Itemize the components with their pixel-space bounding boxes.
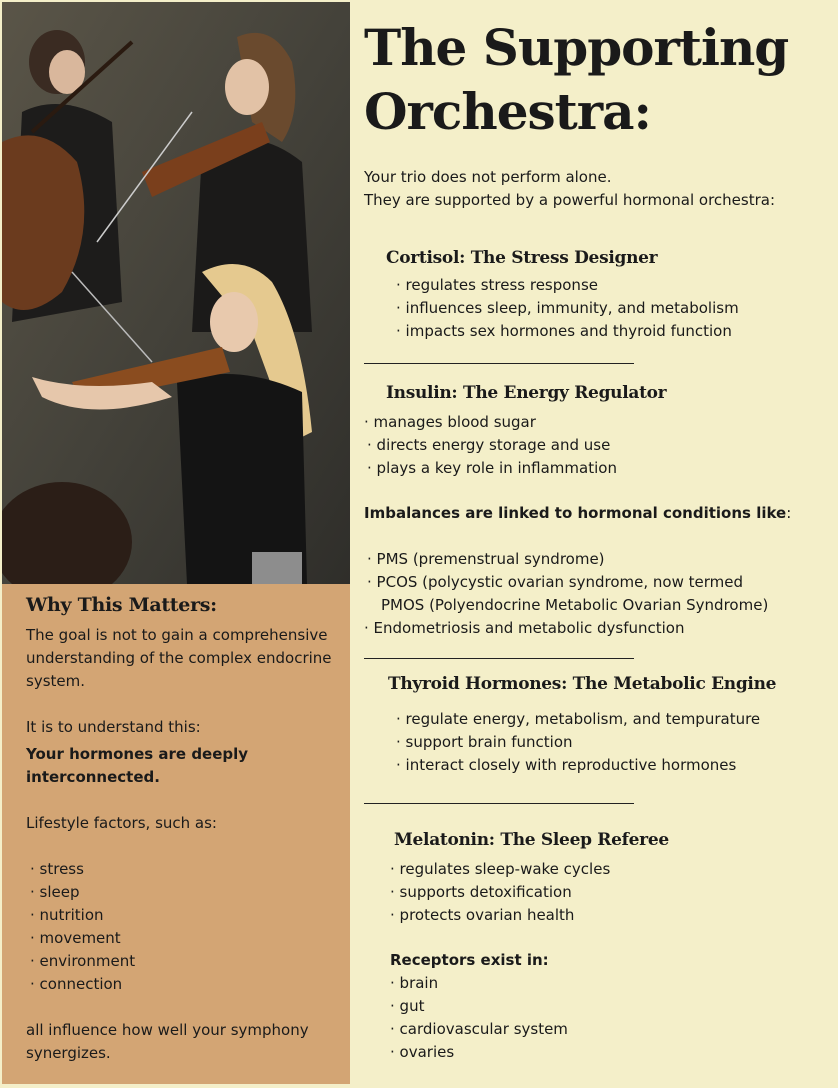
imbalance-label: Imbalances are linked to hormonal conditions like bbox=[364, 504, 787, 522]
intro-line: Your trio does not perform alone. bbox=[364, 168, 612, 186]
thyroid-heading: Thyroid Hormones: The Metabolic Engine bbox=[388, 674, 777, 694]
list-item: · directs energy storage and use bbox=[364, 434, 791, 457]
insulin-section bbox=[364, 383, 791, 640]
list-item: · PCOS (polycystic ovarian syndrome, now termed bbox=[364, 571, 791, 594]
list-item: · manages blood sugar bbox=[364, 411, 791, 434]
list-item: · regulates stress response bbox=[396, 274, 739, 297]
sidebar-factors-label: Lifestyle factors, such as: bbox=[26, 814, 217, 832]
list-item: · brain bbox=[390, 972, 669, 995]
sidebar-key-point: Your hormones are deeply interconnected. bbox=[26, 745, 249, 786]
list-item: · connection bbox=[30, 973, 340, 996]
list-item: · environment bbox=[30, 950, 340, 973]
melatonin-heading: Melatonin: The Sleep Referee bbox=[394, 830, 669, 850]
melatonin-list bbox=[390, 858, 669, 927]
list-item: · stress bbox=[30, 858, 340, 881]
lifestyle-factors-list bbox=[26, 858, 340, 996]
list-item: · supports detoxification bbox=[390, 881, 669, 904]
list-item: · plays a key role in inflammation bbox=[364, 457, 791, 480]
list-item: · impacts sex hormones and thyroid function bbox=[396, 320, 739, 343]
intro-text bbox=[364, 166, 775, 212]
cortisol-section bbox=[386, 248, 739, 343]
insulin-heading: Insulin: The Energy Regulator bbox=[386, 383, 667, 403]
thyroid-section bbox=[388, 674, 776, 777]
main-content bbox=[364, 0, 834, 1061]
conditions-list bbox=[364, 548, 791, 640]
list-item: · sleep bbox=[30, 881, 340, 904]
list-item: · cardiovascular system bbox=[390, 1018, 669, 1041]
list-item: · Endometriosis and metabolic dysfunction bbox=[364, 617, 791, 640]
list-item: · interact closely with reproductive hormones bbox=[396, 754, 776, 777]
list-item: · gut bbox=[390, 995, 669, 1018]
list-item-continuation bbox=[364, 594, 791, 617]
list-item: · nutrition bbox=[30, 904, 340, 927]
section-divider bbox=[364, 658, 634, 659]
sidebar-understand-text: It is to understand this: bbox=[26, 718, 201, 736]
sidebar-goal-text: The goal is not to gain a comprehensive understanding of the complex endocrine system. bbox=[26, 626, 332, 690]
why-this-matters-panel bbox=[2, 584, 350, 1084]
cortisol-list bbox=[396, 274, 739, 343]
list-item: · protects ovarian health bbox=[390, 904, 669, 927]
imbalance-colon: : bbox=[786, 504, 792, 522]
orchestra-photo bbox=[2, 2, 350, 584]
list-item: · ovaries bbox=[390, 1041, 669, 1064]
list-item: · movement bbox=[30, 927, 340, 950]
section-divider bbox=[364, 803, 634, 804]
condition-continuation-text: PMOS (Polyendocrine Metabolic Ovarian Syndrome) bbox=[381, 596, 769, 614]
list-item: · support brain function bbox=[396, 731, 776, 754]
section-divider bbox=[364, 363, 634, 364]
receptors-label: Receptors exist in: bbox=[390, 951, 549, 969]
intro-line: They are supported by a powerful hormonal orchestra: bbox=[364, 191, 776, 209]
melatonin-section bbox=[390, 830, 669, 1064]
list-item: · influences sleep, immunity, and metabolism bbox=[396, 297, 739, 320]
receptors-list bbox=[390, 972, 669, 1064]
page-title: The Supporting Orchestra: bbox=[364, 18, 789, 141]
sidebar-heading: Why This Matters: bbox=[26, 594, 217, 616]
insulin-list bbox=[364, 411, 791, 480]
imbalance-statement bbox=[364, 502, 791, 525]
sidebar-closing-text: all influence how well your symphony synergizes. bbox=[26, 1021, 309, 1062]
list-item: · regulate energy, metabolism, and tempurature bbox=[396, 708, 776, 731]
list-item: · PMS (premenstrual syndrome) bbox=[364, 548, 791, 571]
orchestra-photo-illustration bbox=[2, 2, 350, 584]
thyroid-list bbox=[396, 708, 776, 777]
cortisol-heading: Cortisol: The Stress Designer bbox=[386, 248, 658, 268]
list-item: · regulates sleep-wake cycles bbox=[390, 858, 669, 881]
